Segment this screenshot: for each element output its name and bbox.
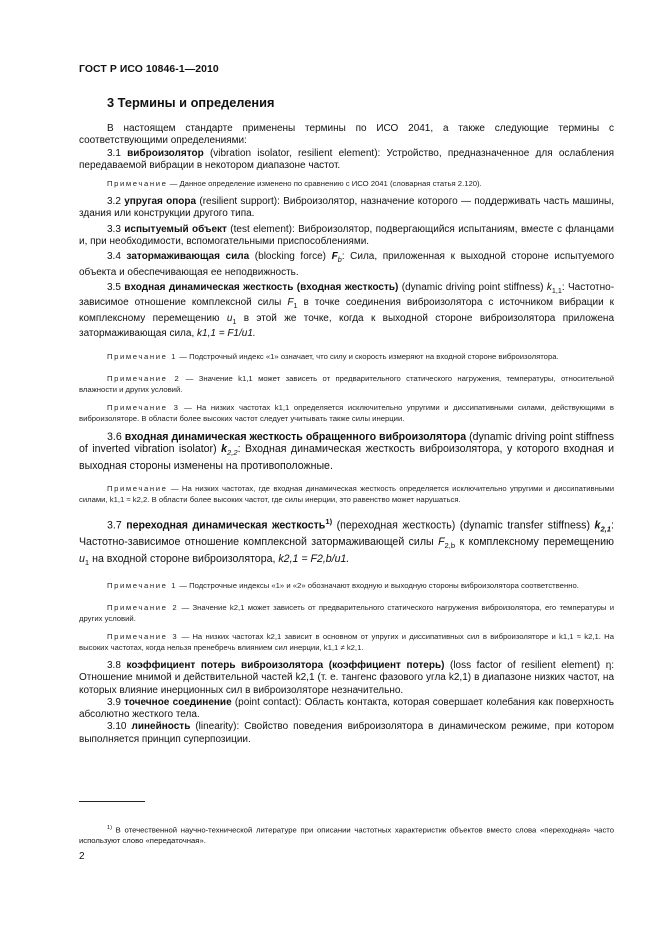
term-name: виброизолятор <box>127 147 204 159</box>
note: Примечание 3 — На низких частотах k2,1 зависит в основном от упругих и диссипативных сил в виброизоляторе и k1,1 ≈ k2,1. На высоких частотах, когда нельзя пренебречь влиянием сил инерции, k1,1 ≠ k2,1. <box>79 631 614 652</box>
term-3-4: 3.4 затормаживающая сила (blocking force) $F_b$: Сила, приложенная к выходной стороне испытуемого объекта и обеспечивающая ее неподвижность. <box>79 251 615 278</box>
term-name: упругая опора <box>124 196 197 208</box>
term-name: линейность <box>131 721 191 733</box>
footnote-mark: 1) <box>107 824 112 831</box>
term-3-5: 3.5 входная динамическая жесткость (входная жесткость) (dynamic driving point stiffness) $k_{1,1}$: Частотно-зависимое отношение комплексной силы $F_1$ в точке соединения виброизолятора с источником вибрации к комплексному перемещению $u_1$ в этой же точке, когда к выходной стороне виброизолятора приложена затормаживающая сила, k1,1 = F1/u1. <box>79 281 615 339</box>
term-name: точечное соединение <box>124 696 232 708</box>
note: Примечание 2 — Значение k1,1 может зависеть от предварительного статического нагружения, температуры, относительной влажности и других условий. <box>79 374 614 395</box>
equation: k2,1 = F2,b/u1. <box>278 552 350 565</box>
note: Примечание 1 — Подстрочный индекс «1» означает, что силу и скорость измеряют на входной стороне виброизолятора. <box>107 352 559 362</box>
term-name: затормаживающая сила <box>126 251 250 263</box>
terms-body <box>79 123 614 746</box>
note: Примечание 3 — На низких частотах k1,1 определяется исключительно упругими и диссипативными силами, действующими в виброизоляторе. В области более высоких частот следует учитывать также силы инерции. <box>79 403 614 424</box>
term-3-6: 3.6 входная динамическая жесткость обращенного виброизолятора (dynamic driving point stiffness of inverted vibration isolator) $k_{2,2}$: Входная динамическая жесткость виброизолятора, у которого входная и выходная стороны изменены на противоположные. <box>79 431 615 472</box>
standard-header: ГОСТ Р ИСО 10846-1—2010 <box>79 64 219 75</box>
note: Примечание 1 — Подстрочные индексы «1» и «2» обозначают входную и выходную стороны виброизолятора соответственно. <box>107 580 579 590</box>
term-3-10: 3.10 линейность (linearity): Свойство поведения виброизолятора в динамическом режиме, при котором выполняется принцип суперпозиции. <box>79 721 615 745</box>
term-3-3: 3.3 испытуемый объект (test element): Виброизолятор, подвергающийся испытаниям, вместе с фланцами и, при необходимости, вспомогательными приспособлениями. <box>79 223 614 248</box>
term-name: коэффициент потерь виброизолятора (коэффициент потерь) <box>126 659 445 671</box>
term-3-7: 3.7 переходная динамическая жесткость$^{1)}$ (переходная жесткость) (dynamic transfer stiffness) $k_{2,1}$: Частотно-зависимое отношение комплексной затормаживающей силы $F_{2,b}$ к комплексному перемещению $u_1$ на входной стороне виброизолятора, k2,1 = F2,b/u1. <box>79 517 615 567</box>
section-title: 3 Термины и определения <box>107 95 275 110</box>
note: Примечание — Данное определение изменено по сравнению с ИСО 2041 (словарная статья 2.120). <box>107 179 482 189</box>
intro-paragraph: В настоящем стандарте применены термины по ИСО 2041, а также следующие термины с соответствующими определениями: <box>79 123 614 147</box>
term-name: входная динамическая жесткость (входная жесткость) <box>124 281 399 293</box>
footnote-divider <box>79 801 145 802</box>
term-name: испытуемый объект <box>124 223 227 235</box>
note: Примечание 2 — Значение k2,1 может зависеть от предварительного статического нагружения виброизолятора, его температуры и других условий. <box>79 602 615 623</box>
footnote: $^{1)}$ В отечественной научно-технической литературе при описании частотных характеристик объектов вместо слова «переходная» часто используют слово «передаточная». <box>79 824 614 846</box>
term-3-8: 3.8 коэффициент потерь виброизолятора (коэффициент потерь) (loss factor of resilient element) η: Отношение мнимой и действительной частей k2,1 (т. е. тангенс фазового угла k2,1) в диапазоне низких частот, на которых влияние инерционных сил в виброизоляторе незначительно. <box>79 659 615 696</box>
term-3-9: 3.9 точечное соединение (point contact): Область контакта, которая совершает колебания как поверхность абсолютно жесткого тела. <box>79 696 614 721</box>
term-3-1: 3.1 виброизолятор (vibration isolator, resilient element): Устройство, предназначенное для ослабления передаваемой вибрации в некотором диапазоне частот. <box>79 147 615 171</box>
term-3-2: 3.2 упругая опора (resilient support): Виброизолятор, назначение которого — поддерживать часть машины, здания или конструкции другого типа. <box>79 196 615 220</box>
note: Примечание — На низких частотах, где входная динамическая жесткость определяется исключительно упругими и диссипативными силами, k1,1 ≈ k2,2. В области более высоких частот, где силы инерции, это равенство может нарушаться. <box>79 484 614 505</box>
equation: k1,1 = F1/u1. <box>197 327 256 339</box>
page-number: 2 <box>79 851 85 862</box>
term-name: входная динамическая жесткость обращенного виброизолятора <box>124 431 467 444</box>
footnote-mark: 1) <box>325 517 333 527</box>
term-name: переходная динамическая жесткость <box>126 519 326 532</box>
